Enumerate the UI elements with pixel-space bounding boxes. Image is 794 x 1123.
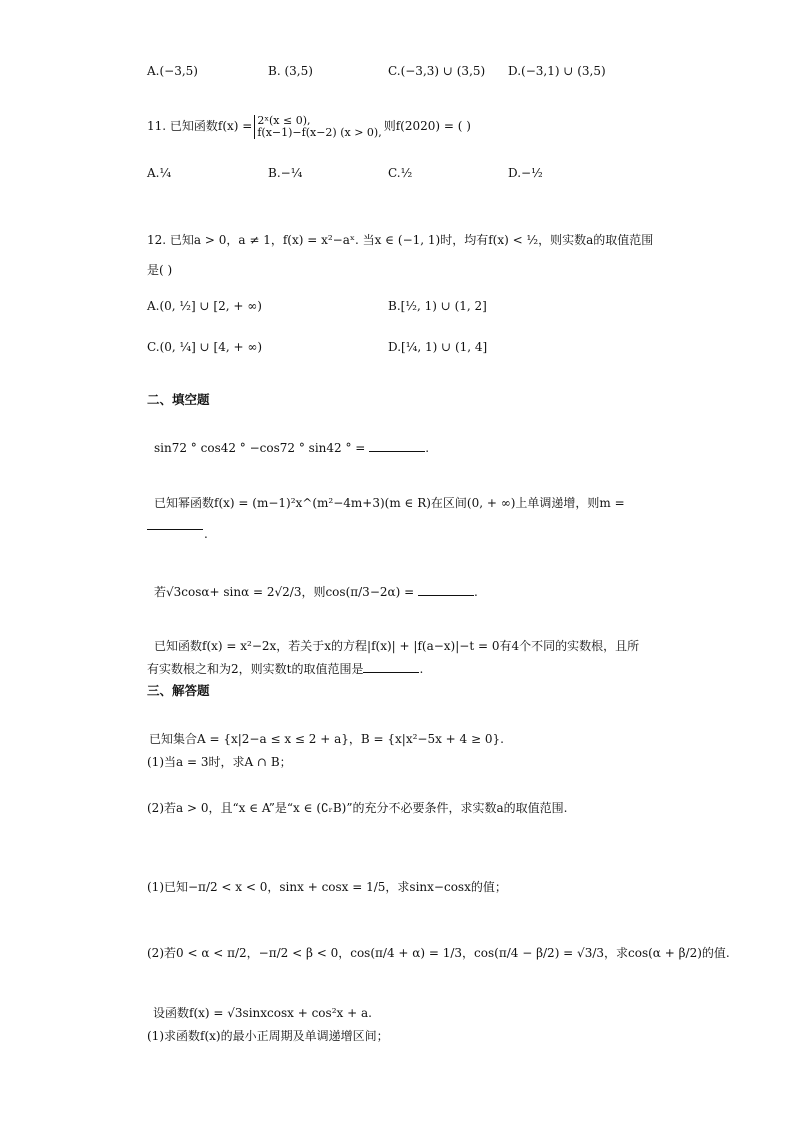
q12-option-d: D.[¼, 1) ∪ (1, 4] bbox=[388, 340, 488, 354]
q11-suffix: 则f(2020) = ( ) bbox=[383, 119, 471, 133]
fill-question-2: 已知幂函数f(x) = (m−1)²x^(m²−4m+3)(m ∈ R)在区间(0, + ∞)上单调递增，则m = bbox=[154, 496, 625, 510]
q11-option-a: A.¼ bbox=[147, 166, 172, 180]
q11-piecewise bbox=[254, 115, 381, 139]
q10-option-c: C.(−3,3) ∪ (3,5) bbox=[388, 64, 486, 78]
fill-4-line-1: 已知函数f(x) = x²−2x，若关于x的方程|f(x)| + |f(a−x)|−t = 0有4个不同的实数根，且所 bbox=[154, 639, 640, 653]
answer-blank bbox=[418, 584, 474, 596]
problem-3-stem: 设函数f(x) = √3sinxcosx + cos²x + a. bbox=[153, 1006, 372, 1020]
q12-option-a: A.(0, ½] ∪ [2, + ∞) bbox=[147, 299, 262, 313]
answer-blank bbox=[369, 440, 425, 452]
q10-option-b: B. (3,5) bbox=[268, 64, 313, 78]
fill-question-3: 若√3cosα+ sinα = 2√2/3，则cos(π/3−2α) = . bbox=[154, 585, 478, 599]
fill-question-1: sin72 ° cos42 ° −cos72 ° sin42 ° = . bbox=[154, 441, 430, 455]
q11-prefix: 11. 已知函数f(x) = bbox=[147, 119, 253, 133]
q11-option-d: D.−½ bbox=[508, 166, 543, 180]
fill-1-text: sin72 ° cos42 ° −cos72 ° sin42 ° = bbox=[154, 441, 366, 455]
q12-option-b: B.[½, 1) ∪ (1, 2] bbox=[388, 299, 487, 313]
problem-2-part-1: (1)已知−π/2 < x < 0，sinx + cosx = 1/5，求sinx−cosx的值； bbox=[147, 880, 507, 894]
answer-blank bbox=[147, 528, 203, 530]
q11-option-c: C.½ bbox=[388, 166, 413, 180]
problem-1-part-2: (2)若a > 0，且“x ∈ A”是“x ∈ (∁ᵣB)”的充分不必要条件，求实数a的取值范围. bbox=[147, 801, 568, 815]
fill-4-line-2: 有实数根之和为2，则实数t的取值范围是 bbox=[147, 662, 364, 676]
q11-case-2: f(x−1)−f(x−2) (x > 0), bbox=[257, 125, 382, 139]
section-3-title: 三、解答题 bbox=[147, 683, 210, 698]
section-2-title: 二、填空题 bbox=[147, 392, 210, 407]
answer-blank bbox=[363, 661, 419, 673]
problem-1-part-1: (1)当a = 3时，求A ∩ B； bbox=[147, 755, 292, 769]
problem-1-stem: 已知集合A = {x|2−a ≤ x ≤ 2 + a}，B = {x|x²−5x + 4 ≥ 0}. bbox=[149, 732, 504, 746]
problem-2-part-2: (2)若0 < α < π/2，−π/2 < β < 0，cos(π/4 + α) = 1/3，cos(π/4 − β/2) = √3/3，求cos(α + β/2)的值. bbox=[147, 946, 730, 960]
blank-period: . bbox=[204, 527, 208, 541]
question-11 bbox=[147, 112, 471, 140]
problem-3-part-1: (1)求函数f(x)的最小正周期及单调递增区间； bbox=[147, 1029, 389, 1043]
q10-option-a: A.(−3,5) bbox=[147, 64, 198, 78]
q10-option-d: D.(−3,1) ∪ (3,5) bbox=[508, 64, 606, 78]
q11-option-b: B.−¼ bbox=[268, 166, 303, 180]
fill-question-4-line-2: 有实数根之和为2，则实数t的取值范围是 . bbox=[147, 662, 424, 676]
q12-line-2: 是( ) bbox=[147, 263, 173, 277]
fill-3-text: 若√3cosα+ sinα = 2√2/3，则cos(π/3−2α) = bbox=[154, 585, 415, 599]
q12-option-c: C.(0, ¼] ∪ [4, + ∞) bbox=[147, 340, 263, 354]
q12-line-1: 12. 已知a > 0，a ≠ 1，f(x) = x²−aˣ. 当x ∈ (−1, 1)时，均有f(x) < ½，则实数a的取值范围 bbox=[147, 233, 654, 247]
q11-case-1: 2ˣ(x ≤ 0), bbox=[257, 113, 311, 127]
